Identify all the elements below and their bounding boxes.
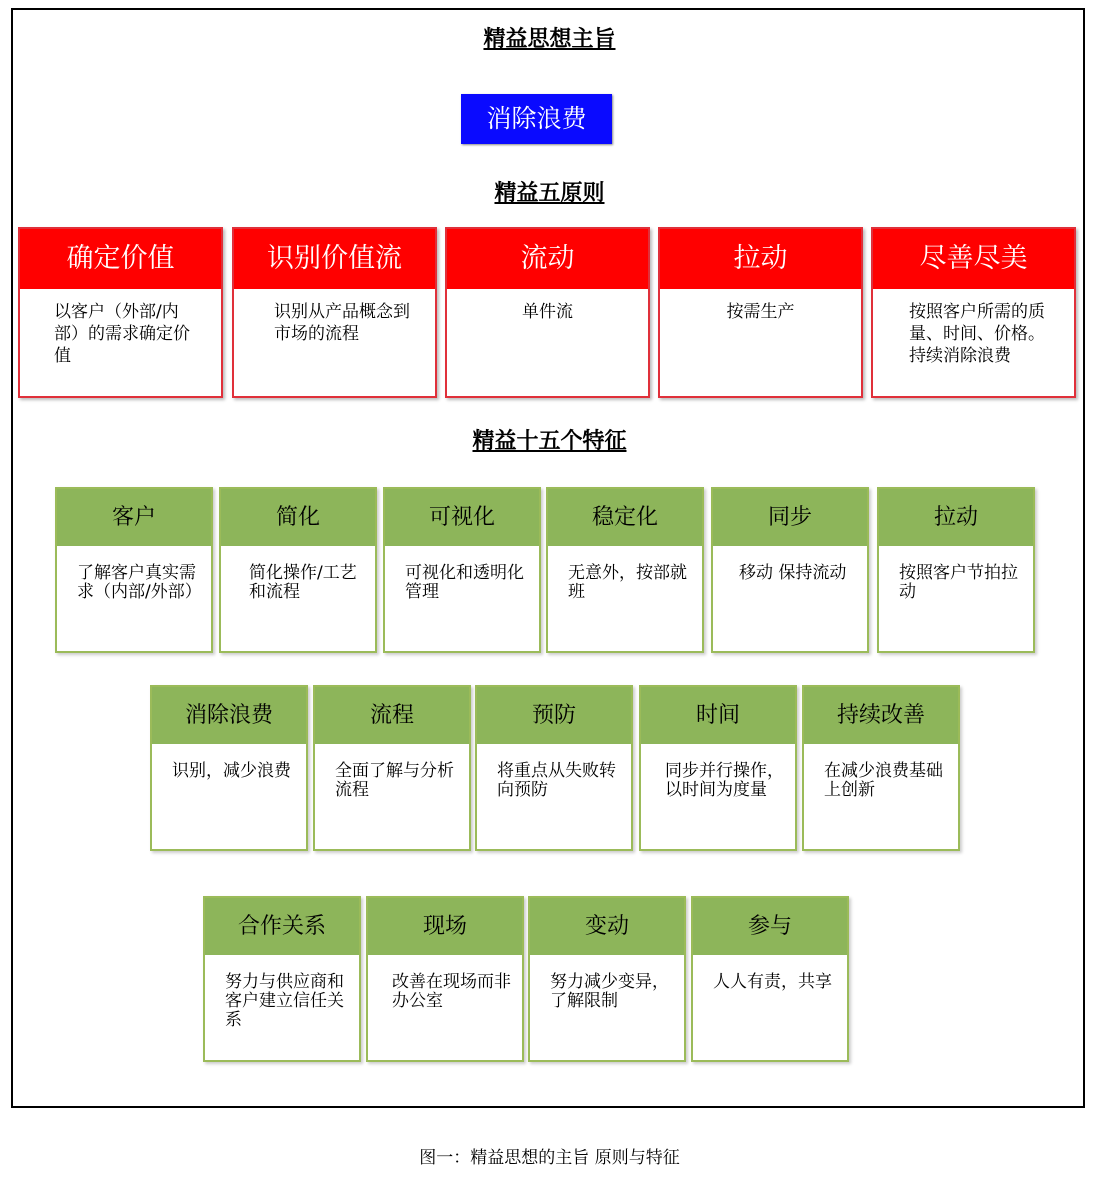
principle-desc: 单件流 — [522, 302, 573, 322]
feature-name: 预防 — [477, 687, 631, 744]
feature-desc: 在减少浪费基础上创新 — [824, 761, 943, 800]
principle-box — [658, 227, 863, 398]
principle-name: 流动 — [447, 229, 648, 289]
feature-desc: 移动 保持流动 — [739, 563, 847, 583]
principle-box — [445, 227, 650, 398]
feature-desc: 按照客户节拍拉动 — [899, 563, 1018, 602]
principle-box — [232, 227, 437, 398]
principle-desc: 以客户（外部/内部）的需求确定价值 — [54, 302, 190, 366]
feature-desc: 全面了解与分析流程 — [335, 761, 454, 800]
feature-box — [475, 685, 633, 851]
feature-box — [546, 487, 704, 653]
figure-caption: 图一：精益思想的主旨 原则与特征 — [419, 1148, 680, 1168]
feature-name: 变动 — [530, 898, 684, 955]
feature-desc: 无意外，按部就班 — [568, 563, 687, 602]
feature-desc: 识别，减少浪费 — [172, 761, 291, 781]
feature-desc: 同步并行操作，以时间为度量 — [665, 761, 784, 800]
core-goal-box: 消除浪费 — [461, 94, 612, 144]
feature-box — [219, 487, 377, 653]
principle-name: 尽善尽美 — [873, 229, 1074, 289]
main-title: 精益思想主旨 — [483, 27, 616, 52]
features-title: 精益十五个特征 — [472, 429, 627, 454]
principle-name: 拉动 — [660, 229, 861, 289]
feature-box — [877, 487, 1035, 653]
feature-box — [711, 487, 869, 653]
feature-name: 现场 — [368, 898, 522, 955]
feature-box — [528, 896, 686, 1062]
feature-name: 持续改善 — [804, 687, 958, 744]
principle-name: 识别价值流 — [234, 229, 435, 289]
feature-box — [203, 896, 361, 1062]
feature-name: 客户 — [57, 489, 211, 546]
feature-desc: 了解客户真实需求（内部/外部） — [77, 563, 202, 602]
feature-name: 简化 — [221, 489, 375, 546]
principle-desc: 识别从产品概念到市场的流程 — [274, 302, 410, 344]
feature-desc: 简化操作/工艺和流程 — [249, 563, 357, 602]
feature-desc: 努力与供应商和客户建立信任关系 — [225, 972, 344, 1030]
feature-desc: 改善在现场而非办公室 — [392, 972, 511, 1011]
principle-box — [18, 227, 223, 398]
principle-box — [871, 227, 1076, 398]
feature-box — [802, 685, 960, 851]
feature-desc: 将重点从失败转向预防 — [497, 761, 616, 800]
principles-title: 精益五原则 — [494, 181, 605, 206]
feature-box — [383, 487, 541, 653]
feature-name: 消除浪费 — [152, 687, 306, 744]
feature-box — [366, 896, 524, 1062]
feature-name: 稳定化 — [548, 489, 702, 546]
feature-desc: 可视化和透明化管理 — [405, 563, 524, 602]
principle-desc: 按需生产 — [726, 302, 795, 322]
feature-name: 参与 — [693, 898, 847, 955]
feature-name: 同步 — [713, 489, 867, 546]
feature-name: 拉动 — [879, 489, 1033, 546]
feature-name: 可视化 — [385, 489, 539, 546]
feature-desc: 努力减少变异，了解限制 — [550, 972, 669, 1011]
feature-desc: 人人有责，共享 — [713, 972, 832, 992]
feature-box — [639, 685, 797, 851]
principle-desc: 按照客户所需的质量、时间、价格。持续消除浪费 — [909, 302, 1045, 366]
feature-name: 流程 — [315, 687, 469, 744]
feature-box — [150, 685, 308, 851]
feature-box — [691, 896, 849, 1062]
feature-box — [313, 685, 471, 851]
principle-name: 确定价值 — [20, 229, 221, 289]
feature-name: 时间 — [641, 687, 795, 744]
feature-name: 合作关系 — [205, 898, 359, 955]
feature-box — [55, 487, 213, 653]
